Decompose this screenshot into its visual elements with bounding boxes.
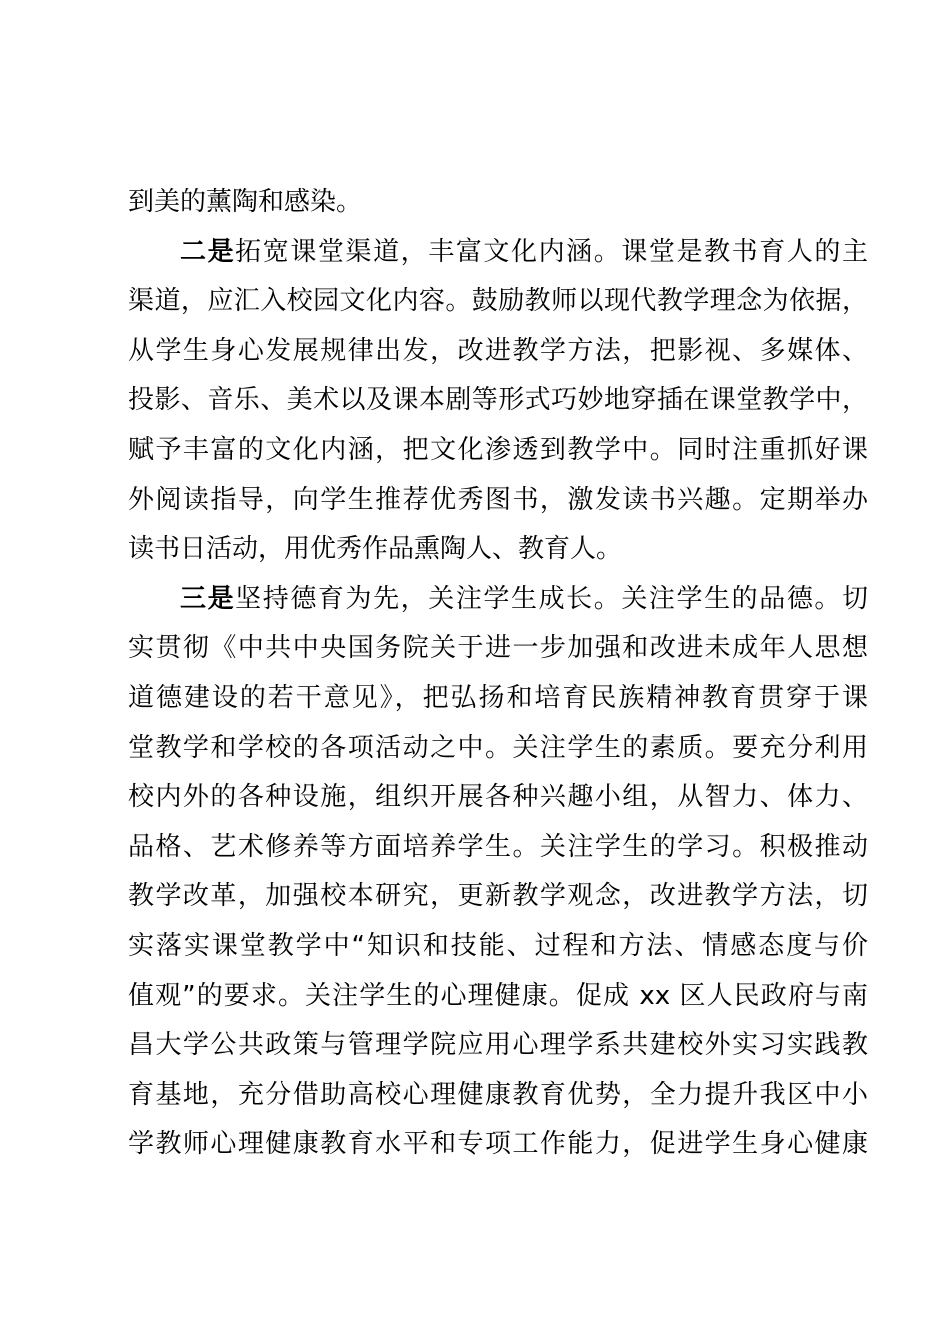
text-line [128, 277, 868, 327]
text-line [128, 1120, 868, 1170]
line-text: 拓宽课堂渠道，丰富文化内涵。课堂是教书育人的主 [235, 236, 868, 267]
line-text: 渠道，应汇入校园文化内容。鼓励教师以现代教学理念为依据， [128, 286, 868, 317]
line-text: 学教师心理健康教育水平和专项工作能力，促进学生身心健康 [128, 1129, 868, 1160]
line-text: 校内外的各种设施，组织开展各种兴趣小组，从智力、体力、 [128, 782, 868, 813]
line-text: 外阅读指导，向学生推荐优秀图书，激发读书兴趣。定期举办 [128, 484, 868, 515]
text-line [128, 327, 868, 377]
line-text: 昌大学公共政策与管理学院应用心理学系共建校外实习实践教 [128, 1030, 868, 1061]
text-line [128, 525, 868, 575]
line-text: 读书日活动，用优秀作品熏陶人、教育人。 [128, 534, 623, 565]
line-text: 堂教学和学校的各项活动之中。关注学生的素质。要充分利用 [128, 732, 868, 763]
text-line [128, 376, 868, 426]
line-text: 坚持德育为先，关注学生成长。关注学生的品德。切 [235, 583, 868, 614]
line-text: 赋予丰富的文化内涵，把文化渗透到教学中。同时注重抓好课 [128, 434, 868, 465]
text-line [128, 823, 868, 873]
line-text: 实贯彻《中共中央国务院关于进一步加强和改进未成年人思想 [128, 633, 868, 664]
text-line [128, 724, 868, 774]
text-line [128, 178, 868, 228]
text-line [128, 674, 868, 724]
line-text: 从学生身心发展规律出发，改进教学方法，把影视、多媒体、 [128, 335, 868, 366]
text-line [128, 773, 868, 823]
text-line [128, 476, 868, 526]
line-text: 育基地，充分借助高校心理健康教育优势，全力提升我区中小 [128, 1079, 868, 1110]
bold-lead: 二是 [180, 236, 236, 267]
text-line [128, 1021, 868, 1071]
line-text: 到美的薰陶和感染。 [128, 187, 363, 217]
text-line [128, 426, 868, 476]
text-line [128, 624, 868, 674]
line-text: 投影、音乐、美术以及课本剧等形式巧妙地穿插在课堂教学中， [128, 385, 868, 416]
line-text: 值观”的要求。关注学生的心理健康。促成 xx 区人民政府与南 [128, 980, 868, 1011]
paragraph-heading-line [128, 575, 868, 625]
body-text [128, 178, 868, 1170]
text-line [128, 872, 868, 922]
line-text: 实落实课堂教学中“知识和技能、过程和方法、情感态度与价 [128, 930, 868, 961]
text-line [128, 922, 868, 972]
text-line [128, 972, 868, 1022]
paragraph-heading-line [128, 228, 868, 278]
line-text: 品格、艺术修养等方面培养学生。关注学生的学习。积极推动 [128, 831, 868, 862]
text-line [128, 1071, 868, 1121]
line-text: 道德建设的若干意见》，把弘扬和培育民族精神教育贯穿于课 [128, 682, 868, 713]
line-text: 教学改革，加强校本研究，更新教学观念，改进教学方法，切 [128, 881, 868, 912]
bold-lead: 三是 [180, 583, 236, 614]
